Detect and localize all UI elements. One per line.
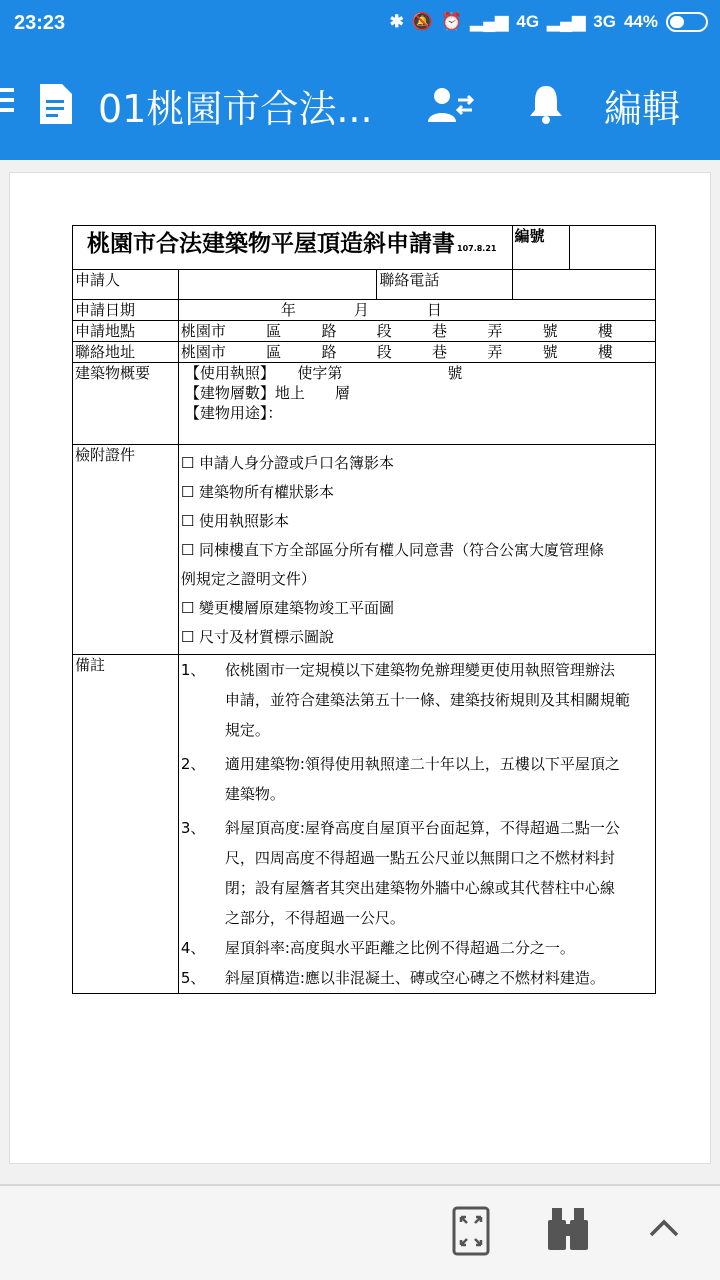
application-form: [72, 225, 656, 994]
attachment-item: ☐ 同棟樓直下方全部區分所有權人同意書（符合公寓大廈管理條: [180, 541, 605, 559]
switch-user-icon[interactable]: [428, 86, 474, 124]
alarm-icon: ⏰: [441, 12, 463, 31]
app-bar: [0, 48, 720, 160]
contact-address-value: 桃園市 區 路 段 巷 弄 號 樓: [178, 342, 655, 363]
remark-item: 3、 斜屋頂高度:屋脊高度自屋頂平台面起算，不得超過二點一公 尺，四周高度不得超過一點五公尺並以無開口之不燃材料封 閉；設有屋簷者其突出建築物外牆中心線或其代替柱中心線 之部分，不得超過一公尺。: [180, 819, 620, 927]
attachments-label: 檢附證件: [73, 445, 179, 655]
bluetooth-icon: ✱: [389, 12, 404, 31]
bottom-toolbar: [0, 1184, 720, 1280]
attachment-item: ☐ 尺寸及材質標示圖說: [180, 628, 335, 646]
attachment-item: ☐ 使用執照影本: [180, 512, 290, 530]
signal-icon-2: ▂▄▆: [547, 12, 586, 31]
menu-icon[interactable]: [0, 88, 14, 118]
number-value: [570, 226, 656, 270]
remark-item: 4、 屋頂斜率:高度與水平距離之比例不得超過二分之一。: [180, 939, 575, 957]
network-4g: 4G: [516, 12, 540, 31]
summary-label: 建築物概要: [73, 363, 179, 445]
attachment-item: ☐ 申請人身分證或戶口名簿影本: [180, 454, 395, 472]
phone-value: [512, 270, 655, 300]
document-title: 01桃園市合法...: [98, 87, 373, 131]
date-label: 申請日期: [73, 300, 179, 321]
document-icon: [38, 84, 74, 124]
form-title: 桃園市合法建築物平屋頂造斜申請書 107.8.21: [87, 231, 497, 257]
attachment-item: ☐ 建築物所有權狀影本: [180, 483, 335, 501]
summary-value: 【使用執照】 使字第 號 【建物層數】地上 層 【建物用途】：: [178, 363, 655, 445]
form-date: 107.8.21: [457, 244, 497, 253]
phone-label: 聯絡電話: [377, 270, 512, 300]
signal-icon: ▂▄▆: [470, 12, 509, 31]
attachment-item: ☐ 變更樓層原建築物竣工平面圖: [180, 599, 395, 617]
form-title-cell: [73, 226, 513, 270]
remark-item: 1、 依桃園市一定規模以下建築物免辦理變更使用執照管理辦法 申請，並符合建築法第五十一條、建築技術規則及其相關規範 規定。: [180, 661, 630, 739]
remark-item: 5、 斜屋頂構造:應以非混凝土、磚或空心磚之不燃材料建造。: [180, 969, 605, 987]
battery-icon: [666, 12, 708, 32]
binoculars-icon[interactable]: [546, 1208, 590, 1252]
applicant-value: [178, 270, 377, 300]
network-3g: 3G: [593, 12, 616, 31]
fit-screen-icon[interactable]: [452, 1206, 490, 1256]
number-label: 編號: [512, 226, 570, 270]
remark-item: 2、 適用建築物:領得使用執照達二十年以上，五樓以下平屋頂之 建築物。: [180, 755, 620, 803]
status-icons: [390, 12, 708, 32]
mute-icon: 🔕: [411, 12, 434, 31]
applicant-label: 申請人: [73, 270, 179, 300]
bell-icon[interactable]: [528, 84, 564, 124]
status-bar: [0, 0, 720, 48]
location-label: 申請地點: [73, 321, 179, 342]
remarks-label: 備註: [73, 655, 179, 994]
location-value: 桃園市 區 路 段 巷 弄 號 樓: [178, 321, 655, 342]
contact-address-label: 聯絡地址: [73, 342, 179, 363]
remarks-list: [178, 655, 655, 994]
attachment-item: 例規定之證明文件）: [180, 570, 316, 588]
edit-button[interactable]: 編輯: [604, 87, 681, 131]
status-time: 23:23: [14, 12, 66, 34]
date-value: 年 月 日: [178, 300, 655, 321]
chevron-up-icon[interactable]: [648, 1218, 680, 1238]
battery-percent: 44%: [623, 12, 658, 31]
attachments-list: [178, 445, 655, 655]
